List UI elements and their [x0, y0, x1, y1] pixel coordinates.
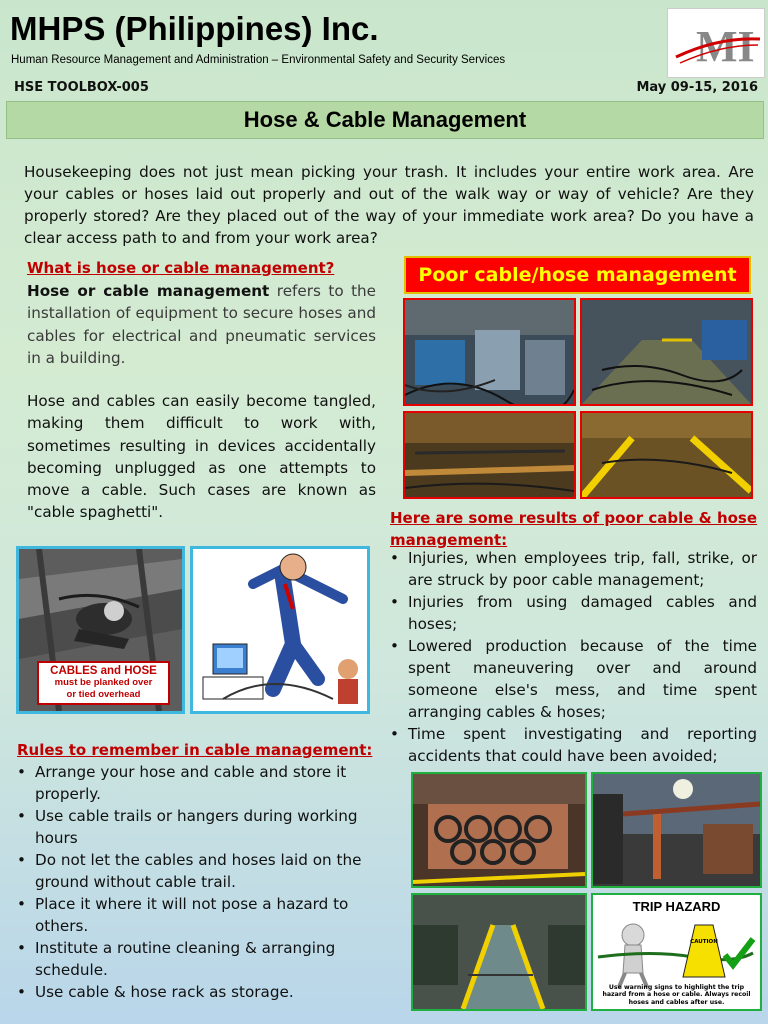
poster-line-1: CABLES and HOSE — [50, 665, 157, 677]
poor-example-photo-2 — [580, 298, 753, 406]
list-item: • Place it where it will not pose a hazard to others. — [16, 893, 378, 937]
poor-example-photo-4 — [580, 411, 753, 499]
poor-example-photo-3 — [403, 411, 576, 499]
list-item: • Injuries from using damaged cables and hoses; — [389, 591, 757, 635]
poor-management-label: Poor cable/hose management — [418, 264, 737, 286]
definition-text: refers to the installation of equipment to secure hoses and cables for electrical and pneumatic services in a building. — [27, 282, 376, 367]
logo-letters: MI — [696, 22, 755, 71]
list-item: • Do not let the cables and hoses laid on the ground without cable trail. — [16, 849, 378, 893]
what-is-heading: What is hose or cable management? — [27, 259, 335, 277]
trip-hazard-text: Use warning signs to highlight the trip hazard from a hose or cable. Always recoil hoses and cables after use. — [602, 983, 751, 1006]
rules-list — [16, 761, 378, 1003]
page-title: Hose & Cable Management — [243, 107, 527, 132]
poor-management-banner — [404, 256, 751, 294]
company-title: MHPS (Philippines) Inc. — [10, 10, 379, 47]
definition-paragraph — [27, 280, 376, 369]
toolbox-code: HSE TOOLBOX-005 — [14, 80, 149, 95]
title-banner — [6, 101, 764, 139]
rules-heading: Rules to remember in cable management: — [17, 741, 373, 759]
trip-hazard-title: TRIP HAZARD — [632, 899, 721, 914]
results-list — [389, 547, 757, 767]
company-logo — [667, 8, 765, 78]
list-item: • Arrange your hose and cable and store it properly. — [16, 761, 378, 805]
poster-caption — [37, 661, 170, 705]
good-example-photo-3 — [411, 893, 587, 1011]
cables-hose-poster-photo — [16, 546, 185, 714]
trip-hazard-sign-photo — [591, 893, 762, 1011]
caution-text: CAUTION — [690, 939, 718, 945]
good-example-photo-2 — [591, 772, 762, 888]
good-example-photo-1 — [411, 772, 587, 888]
tripping-man-cartoon — [190, 546, 370, 714]
cable-spaghetti-paragraph: Hose and cables can easily become tangled, making them difficult to work with, sometimes resulting in devices accidentally becoming unplugged as one attempts to move a cable. Such cases are known as "cable spaghetti". — [27, 392, 376, 522]
poster-line-3: or tied overhead — [66, 689, 141, 700]
poor-example-photo-1 — [403, 298, 576, 406]
company-department: Human Resource Management and Administration – Environmental Safety and Security Services — [11, 54, 506, 66]
results-heading: Here are some results of poor cable & hose management: — [390, 509, 758, 549]
list-item: • Injuries, when employees trip, fall, strike, or are struck by poor cable management; — [389, 547, 757, 591]
list-item: • Institute a routine cleaning & arranging schedule. — [16, 937, 378, 981]
definition-term: Hose or cable management — [27, 282, 270, 300]
poster-line-2: must be planked over — [54, 677, 153, 688]
list-item: • Use cable & hose rack as storage. — [16, 981, 378, 1003]
list-item: • Use cable trails or hangers during working hours — [16, 805, 378, 849]
list-item: • Lowered production because of the time spent maneuvering over and around someone else's mess, and time spent arranging cables & hoses; — [389, 635, 757, 723]
intro-paragraph: Housekeeping does not just mean picking your trash. It includes your entire work area. Are your cables or hoses laid out properly and out of the walk way or way of vehicle? Are they properly stored? Are they placed out of the way of your immediate work area? Do you have a clear access path to and from your work area? — [24, 163, 754, 247]
toolbox-date: May 09-15, 2016 — [636, 80, 758, 95]
logo-graphic — [668, 9, 764, 77]
list-item: • Time spent investigating and reporting accidents that could have been avoided; — [389, 723, 757, 767]
